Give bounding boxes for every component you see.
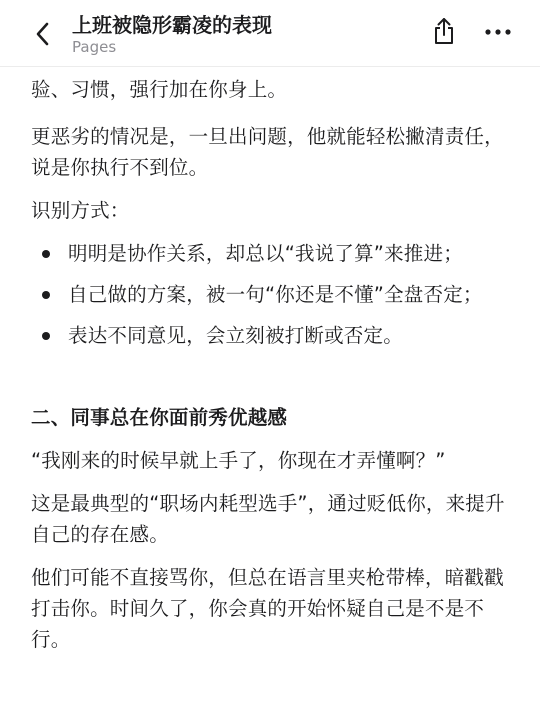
paragraph-quote: “我刚来的时候早就上手了，你现在才弄懂啊？” bbox=[31, 449, 446, 472]
paragraph-1: 验、习惯，强行加在你身上。 bbox=[31, 78, 288, 101]
back-button[interactable] bbox=[26, 18, 58, 50]
share-button[interactable] bbox=[428, 15, 460, 47]
list-item-text: 表达不同意见，会立刻被打断或否定。 bbox=[68, 324, 403, 347]
bullet-dot bbox=[42, 332, 50, 340]
section-heading: 二、同事总在你面前秀优越感 bbox=[31, 406, 288, 429]
paragraph-4: 他们可能不直接骂你，但总在语言里夹枪带棒，暗戳戳打击你。时间久了，你会真的开始怀疑自己是不是不行。 bbox=[31, 566, 504, 651]
share-icon bbox=[432, 17, 456, 45]
bullet-list bbox=[31, 238, 511, 351]
paragraph-3: 这是最典型的“职场内耗型选手”，通过贬低你，来提升自己的存在感。 bbox=[31, 492, 505, 546]
bullet-dot bbox=[42, 250, 50, 258]
page-title: 上班被隐形霸凌的表现 bbox=[72, 13, 272, 37]
list-item bbox=[31, 320, 511, 351]
bullet-dot bbox=[42, 291, 50, 299]
paragraph-2: 更恶劣的情况是，一旦出问题，他就能轻松撇清责任，说是你执行不到位。 bbox=[31, 125, 504, 179]
list-item bbox=[31, 279, 511, 310]
list-item-text: 自己做的方案，被一句“你还是不懂”全盘否定； bbox=[68, 283, 483, 306]
paragraph-identify: 识别方式： bbox=[31, 199, 130, 222]
document-body bbox=[31, 66, 511, 655]
more-options-button[interactable] bbox=[482, 18, 514, 46]
more-icon bbox=[484, 28, 512, 36]
chevron-left-icon bbox=[35, 22, 49, 46]
navigation-bar bbox=[0, 0, 540, 67]
list-item-text: 明明是协作关系，却总以“我说了算”来推进； bbox=[68, 242, 463, 265]
app-subtitle: Pages bbox=[72, 38, 117, 56]
list-item bbox=[31, 238, 511, 269]
